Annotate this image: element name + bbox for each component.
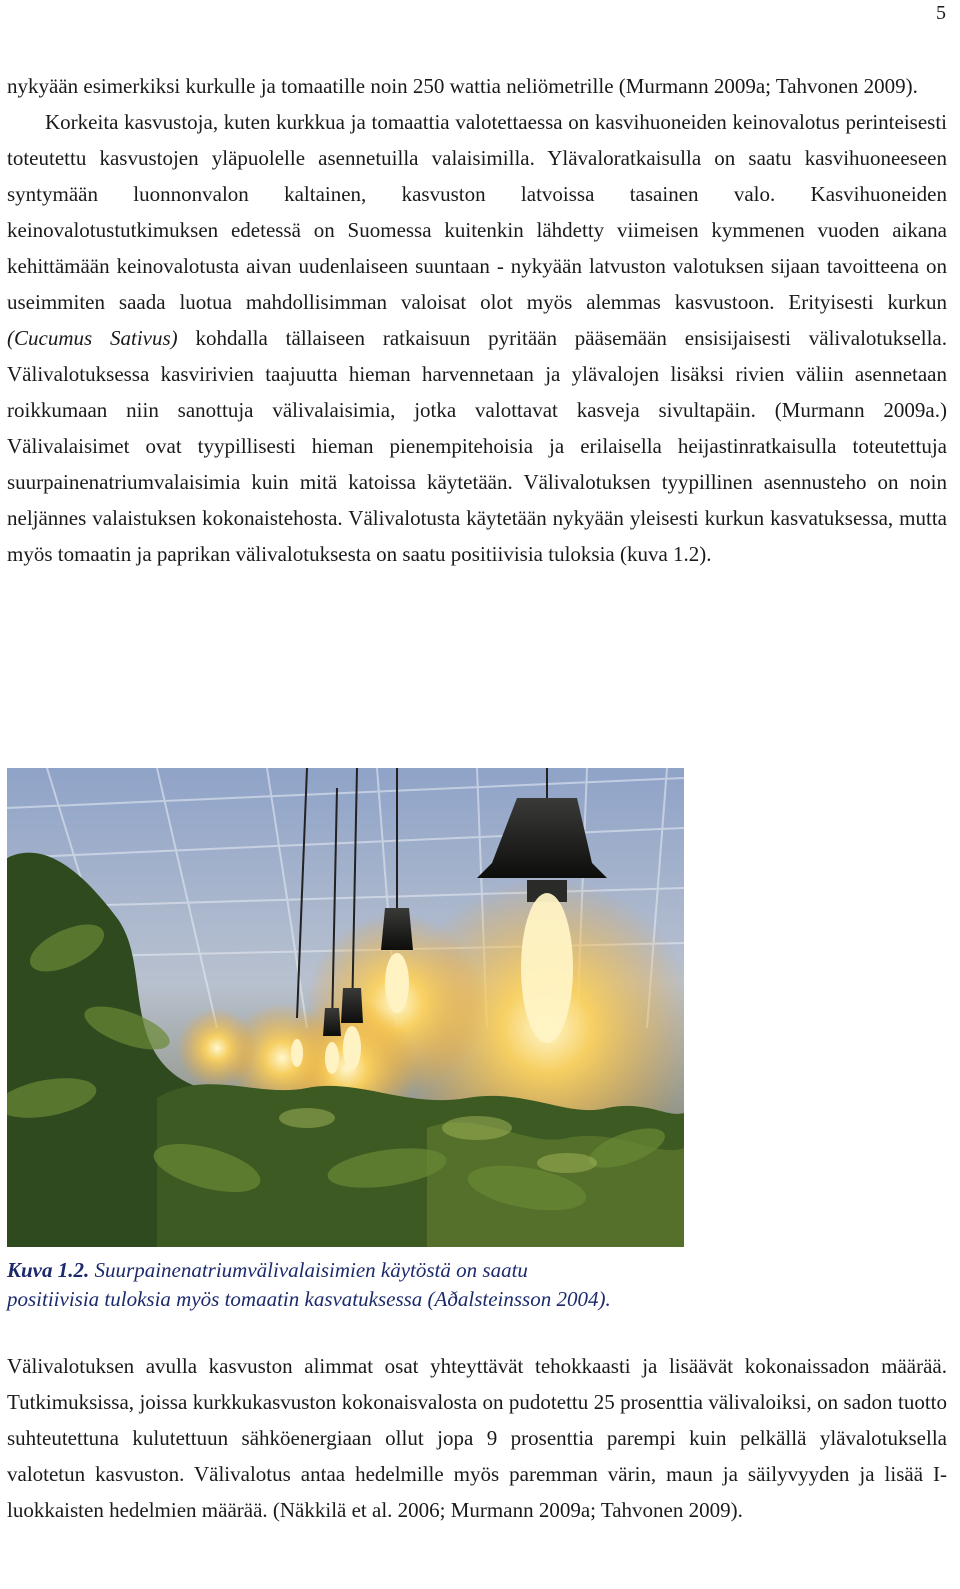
body-paragraph-1 xyxy=(7,68,947,572)
paragraph-text: Korkeita kasvustoja, kuten kurkkua ja tomaattia valotettaessa on kasvihuoneiden keinovalotus perinteisesti toteutettu kasvustojen yläpuolelle asennetuilla valaisimilla. Ylävaloratkaisulla on saatu kasvihuoneeseen syntymään luonnonvalon kaltainen, kasvuston latvoissa tasainen valo. Kasvihuoneiden keinovalotustutkimuksen edetessä on Suomessa kuitenkin lähdetty viimeisen kymmenen vuoden aikana kehittämään keinovalotusta aivan uudenlaiseen suuntaan - nykyään latvuston valotuksen sijaan tavoitteena on useimmiten saada luotua mahdollisimman valoisat olot myös alemmas kasvustoon. Erityisesti kurkun xyxy=(7,110,947,314)
caption-line-1: Suurpainenatriumvälivalaisimien käytöstä on saatu xyxy=(89,1258,528,1282)
page-number: 5 xyxy=(936,2,946,24)
paragraph-line: nykyään esimerkiksi kurkulle ja tomaatille noin 250 wattia neliömetrille (Murmann 2009a; Tahvonen 2009). xyxy=(7,74,918,98)
figure-label: Kuva 1.2. xyxy=(7,1258,90,1282)
caption-line-2: positiivisia tuloksia myös tomaatin kasvatuksessa (Aðalsteinsson 2004). xyxy=(7,1287,611,1311)
body-paragraph-2: Välivalotuksen avulla kasvuston alimmat osat yhteyttävät tehokkaasti ja lisäävät kokonaissadon määrää. Tutkimuksissa, joissa kurkkukasvuston kokonaisvalosta on pudotettu 25 prosenttia välivaloiksi, on sadon tuotto suhteutettuna kulutettuun sähköenergiaan ollut jopa 9 prosenttia parempi kuin pelkällä ylävalotuksella valotetun kasvuston. Välivalotus antaa hedelmille myös paremman värin, maun ja säilyvyyden ja lisää I-luokkaisten hedelmien määrää. (Näkkilä et al. 2006; Murmann 2009a; Tahvonen 2009). xyxy=(7,1354,947,1522)
paragraph-text-continued: kohdalla tällaiseen ratkaisuun pyritään pääsemään ensisijaisesti välivalotuksella. Välivalotuksessa kasvirivien taajuutta hieman harvennetaan ja ylävalojen lisäksi rivien väliin asennetaan roikkumaan niin sanottuja välivalaisimia, jotka valottavat kasveja sivultapäin. (Murmann 2009a.) Välivalaisimet ovat tyypillisesti hieman pienempitehoisia ja erilaisella heijastinratkaisulla toteutettuja suurpainenatriumvalaisimia kuin mitä katoissa käytetään. Välivalotuksen tyypillinen asennusteho on noin neljännes valaistuksen kokonaistehosta. Välivalotusta käytetään nykyään yleisesti kurkun kasvatuksessa, mutta myös tomaatin ja paprikan välivalotuksesta on saatu positiivisia tuloksia (kuva 1.2). xyxy=(7,326,947,566)
greenhouse-photo xyxy=(7,768,684,1247)
figure-caption xyxy=(7,1256,611,1314)
latin-name: (Cucumus Sativus) xyxy=(7,326,178,350)
